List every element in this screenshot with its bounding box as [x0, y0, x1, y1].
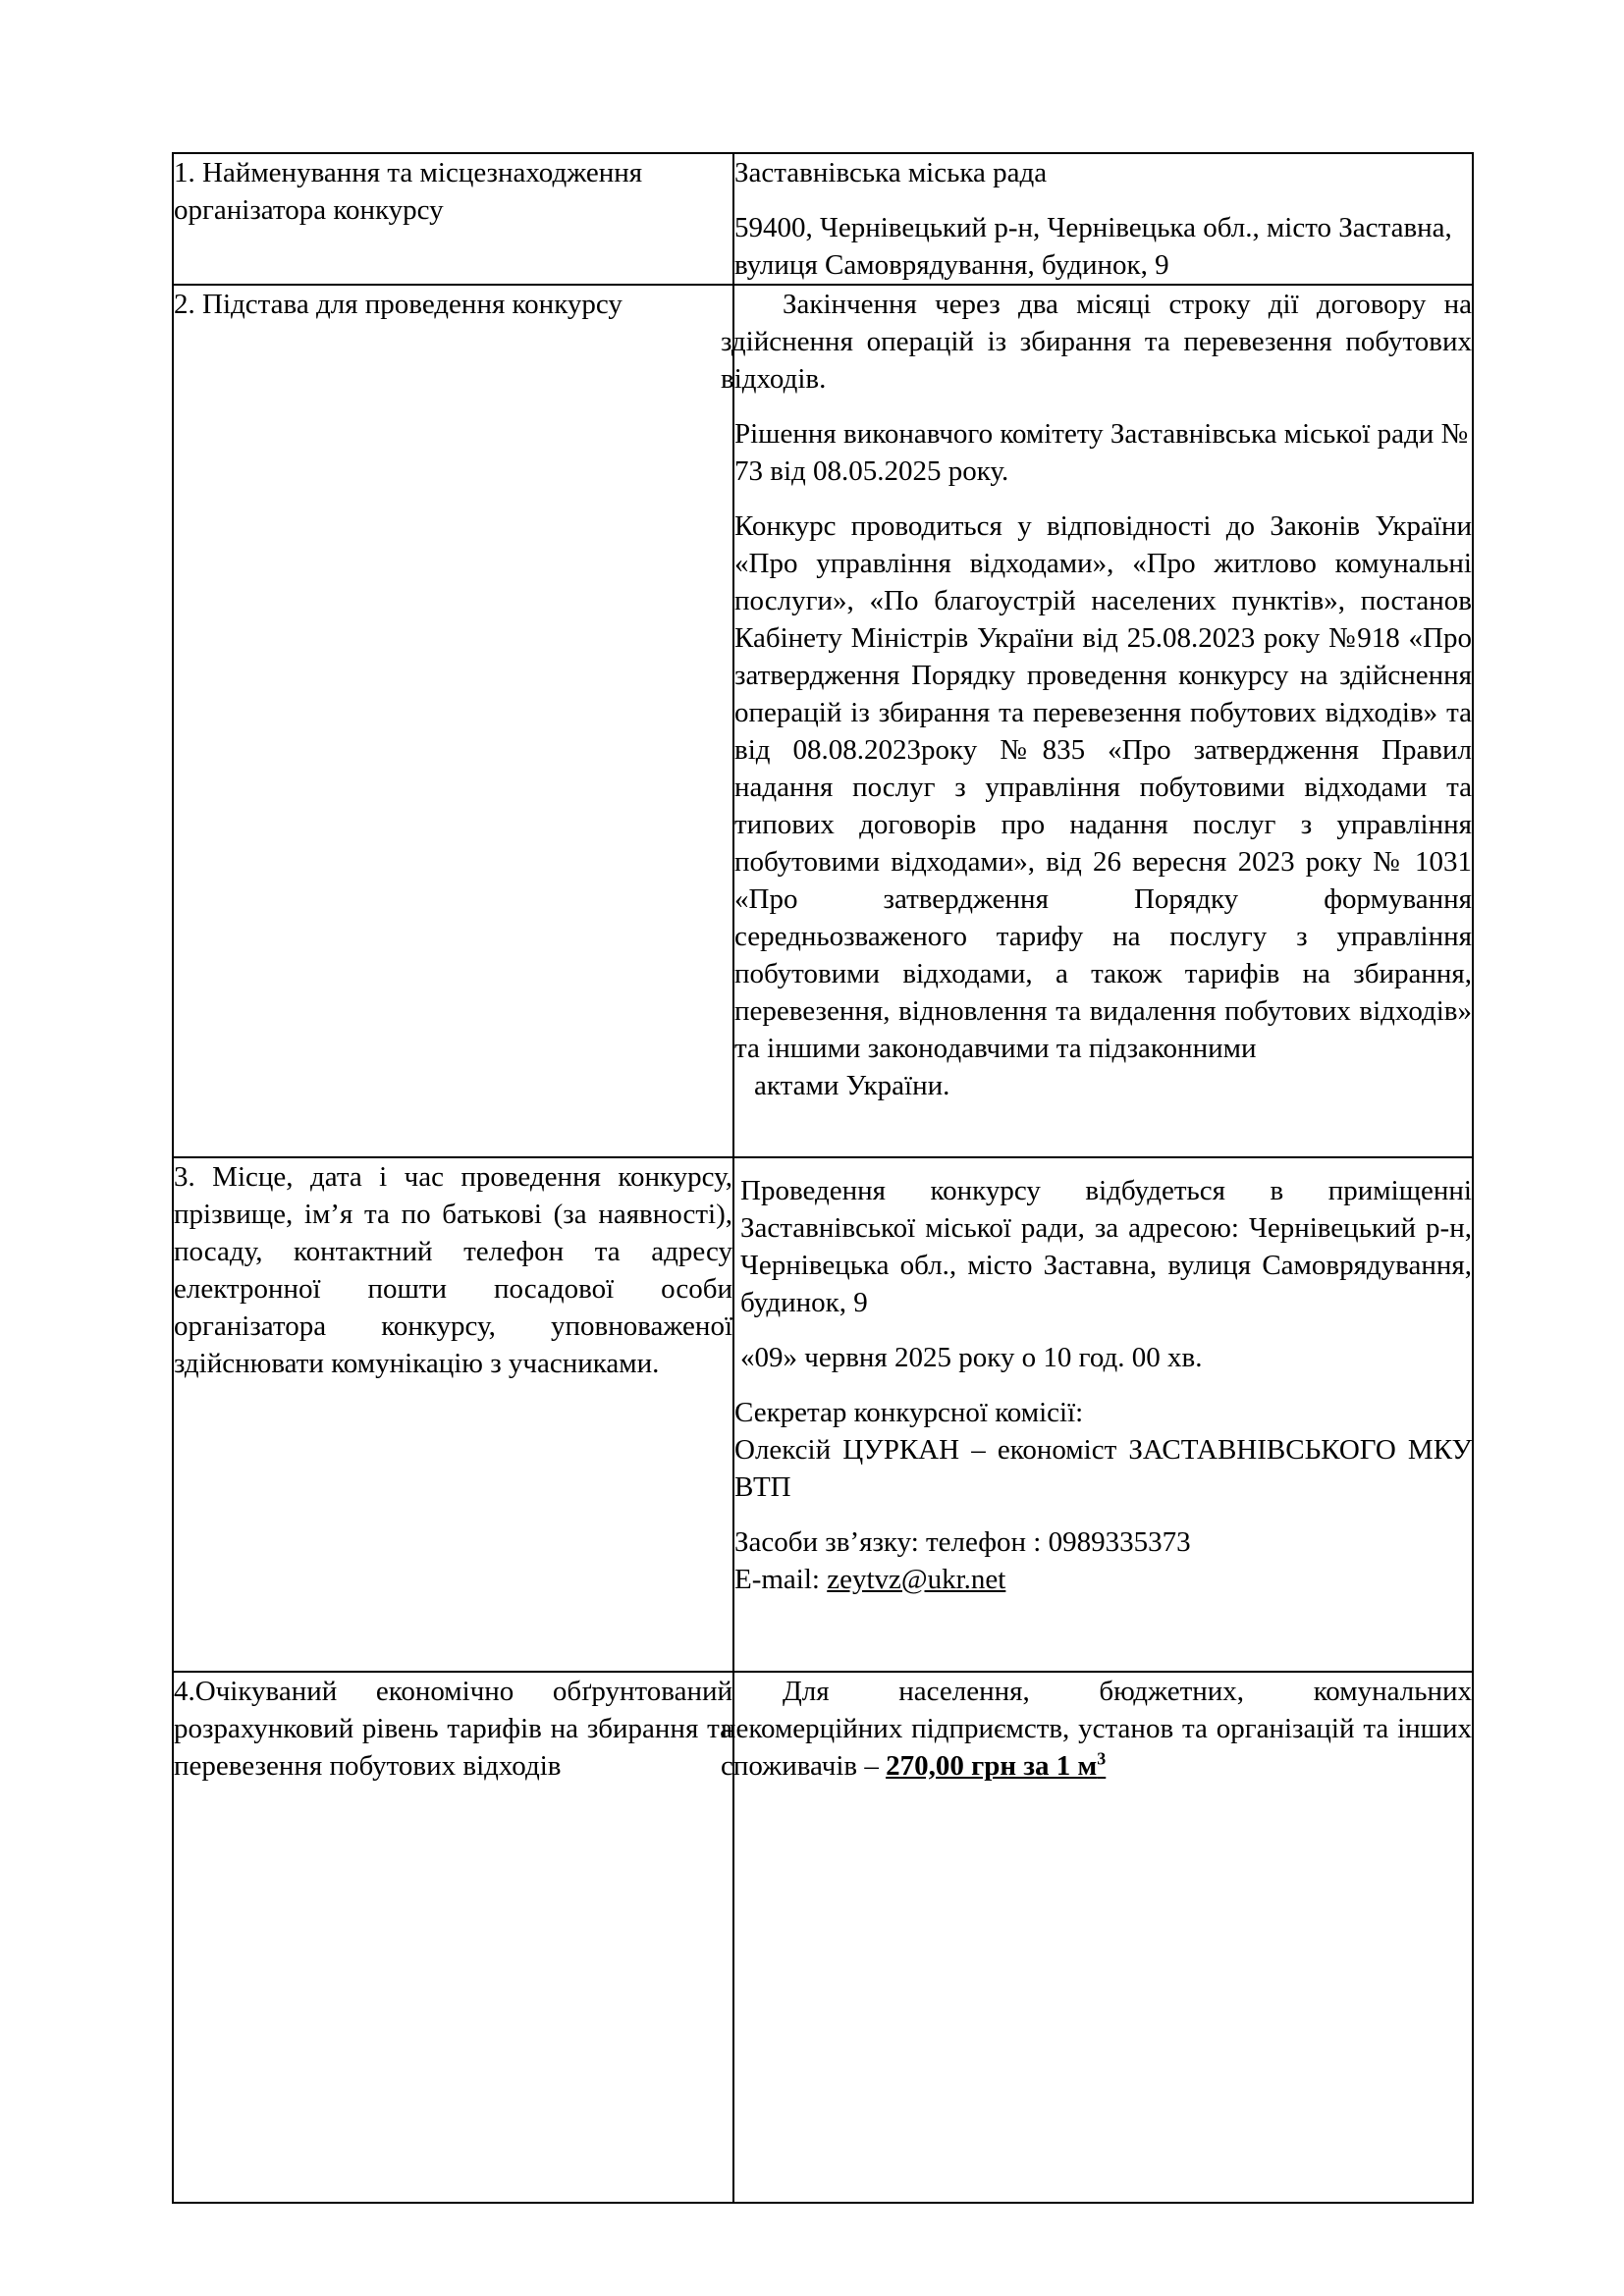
row-value-cell	[721, 1672, 1473, 2203]
secretary-name: Олексій ЦУРКАН – економіст ЗАСТАВНІВСЬКОГО МКУ ВТП	[734, 1434, 1472, 1503]
row-label-cell	[173, 153, 733, 285]
legal-basis: Конкурс проводиться у відповідності до Законів України «Про управління відходами», «Про житлово комунальні послуги», «По благоустрій населених пунктів», постанов Кабінету Міністрів України від 25.08.2023 року №918 «Про затвердження Порядку проведення конкурсу на здійснення операцій із збирання та перевезення побутових відходів» та від 08.08.2023року №835 «Про затвердження Правил надання послуг з управління побутовими відходами та типових договорів про надання послуг з управління побутовими відходами», від 26 вересня 2023 року № 1031 «Про затвердження Порядку формування середньозваженого тарифу на послугу з управління побутовими відходами, а також тарифів на збирання, перевезення, відновлення та видалення побутових відходів» та іншими законодавчими та підзаконними	[734, 510, 1472, 1064]
competition-datetime: «09» червня 2025 року о 10 год. 00 хв.	[740, 1342, 1203, 1373]
email-label: E-mail:	[734, 1564, 828, 1595]
email-link[interactable]: zeytvz@ukr.net	[827, 1564, 1006, 1595]
tariff-unit-power: 3	[1097, 1748, 1107, 1769]
row-label-cell	[173, 1157, 733, 1672]
competition-reason: Закінчення через два місяці строку дії договору на здійснення операцій із збирання та перевезення побутових відходів.	[721, 289, 1472, 395]
table-row	[173, 1157, 1473, 1672]
row-label-cell	[173, 1672, 733, 2203]
row-label: 1. Найменування та місцезнаходження організатора конкурсу	[174, 157, 643, 226]
table-row	[173, 285, 1473, 1157]
row-label-cell	[173, 285, 733, 1157]
organizer-address: 59400, Чернівецький р-н, Чернівецька обл., місто Заставна, вулиця Самоврядування, будинок, 9	[734, 212, 1452, 281]
row-value-cell	[733, 1157, 1473, 1672]
legal-basis-tail: актами України.	[754, 1070, 950, 1101]
organizer-name: Заставнівська міська рада	[734, 157, 1048, 188]
committee-decision: Рішення виконавчого комітету Заставнівська міської ради № 73 від 08.05.2025 року.	[734, 418, 1469, 487]
competition-info-table	[172, 152, 1474, 2204]
tariff-text: Для населення, бюджетних, комунальних некомерційних підприємств, установ та організацій та інших споживачів –	[721, 1676, 1472, 1782]
contact-email-line	[734, 1561, 1472, 1598]
row-label: 3. Місце, дата і час проведення конкурсу, прізвище, ім’я та по батькові (за наявності), посаду, контактний телефон та адресу електронної пошти посадової особи організатора конкурсу, уповноваженої здійснювати комунікацію з учасниками.	[174, 1161, 732, 1379]
secretary-title: Секретар конкурсної комісії:	[734, 1397, 1084, 1428]
contact-phone: Засоби зв’язку: телефон : 0989335373	[734, 1526, 1191, 1558]
row-label: 2. Підстава для проведення конкурсу	[174, 289, 623, 320]
competition-venue: Проведення конкурсу відбудеться в приміщенні Заставнівської міської ради, за адресою: Чернівецький р-н, Чернівецька обл., місто Заставна, вулиця Самоврядування, будинок, 9	[740, 1175, 1472, 1318]
table-row	[173, 153, 1473, 285]
tariff-amount: 270,00 грн за 1 м	[886, 1750, 1098, 1782]
row-value-cell	[721, 285, 1473, 1157]
table-row	[173, 1672, 1473, 2203]
tariff-description	[721, 1673, 1472, 1785]
tariff-value	[886, 1750, 1106, 1782]
row-value-cell	[733, 153, 1473, 285]
row-label: 4.Очікуваний економічно обґрунтований розрахунковий рівень тарифів на збирання та перевезення побутових відходів	[174, 1676, 732, 1782]
